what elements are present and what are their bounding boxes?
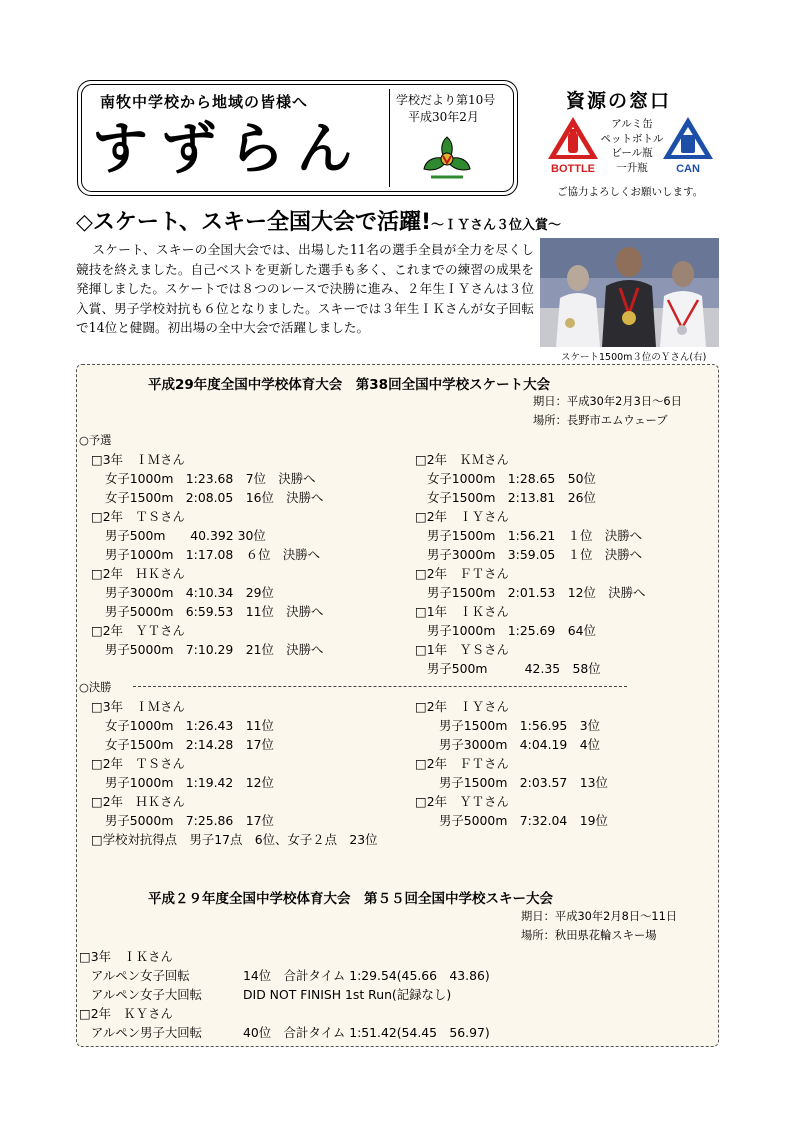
result-line: □2年 ＦＴさん: [415, 566, 509, 581]
result-line: 男子5000m 7:25.86 17位: [105, 813, 274, 828]
result-line: 男子5000m 7:10.29 21位 決勝へ: [105, 642, 324, 657]
skaters-photo: [540, 238, 719, 347]
result-line: DID NOT FINISH 1st Run(記録なし): [243, 987, 452, 1002]
can-label: CAN: [676, 163, 700, 175]
result-line: □2年 ＴＳさん: [91, 509, 185, 524]
result-line: 男子1500m 2:03.57 13位: [439, 775, 608, 790]
recycle-items: [600, 117, 664, 175]
final-divider: [133, 686, 627, 687]
recycle-item: 一升瓶: [616, 161, 648, 174]
masthead-divider: [389, 89, 390, 187]
result-line: □1年 ＹＳさん: [415, 642, 509, 657]
photo-caption: スケート1500m３位のＹさん(右): [561, 352, 707, 363]
result-line: 女子1500m 2:13.81 26位: [427, 490, 596, 505]
result-line: 14位 合計タイム 1:29.54(45.66 43.86): [243, 968, 490, 983]
bottle-label: BOTTLE: [551, 163, 595, 175]
masthead-subtitle: 南牧中学校から地域の皆様へ: [100, 93, 309, 111]
team-score: □学校対抗得点 男子17点 6位、女子２点 23位: [91, 832, 378, 847]
headline-sub: ～ＩＹさん３位入賞～: [430, 218, 561, 233]
ski-period: 期日：平成30年2月8日～11日: [521, 910, 678, 923]
masthead: [77, 80, 518, 196]
recycle-item: ビール瓶: [611, 147, 653, 159]
result-line: 女子1500m 2:14.28 17位: [105, 737, 274, 752]
result-line: □2年 ＹＴさん: [415, 794, 509, 809]
results-panel: [76, 364, 719, 1047]
result-line: □2年 ＹＴさん: [91, 623, 185, 638]
article-body: スケート、スキーの全国大会では、出場した11名の選手全員が全力を尽くし競技を終えました。自己ベストを更新した選手も多く、これまでの練習の成果を発揮しました。スケートでは８つのレースで決勝に進み、２年生ＩＹさんは３位入賞、男子学校対抗も６位となりました。スキーでは３年生ＩＫさんが女子回転で14位と健闘。初出場の全中大会で活躍しました。: [76, 242, 534, 335]
result-line: 男子3000m 4:10.34 29位: [105, 585, 274, 600]
result-line: 男子1000m 1:25.69 64位: [427, 623, 596, 638]
result-line: 40位 合計タイム 1:51.42(54.45 56.97): [243, 1025, 490, 1040]
issue-number: 学校だより第10号: [396, 93, 496, 107]
result-line: アルペン女子回転: [91, 968, 190, 983]
result-line: 女子1500m 2:08.05 16位 決勝へ: [105, 490, 324, 505]
school-emblem-icon: [421, 133, 473, 185]
can-recycle-icon: [659, 115, 717, 175]
result-line: 男子3000m 3:59.05 １位 決勝へ: [427, 547, 643, 562]
result-line: 男子1000m 1:19.42 12位: [105, 775, 274, 790]
result-line: □2年 ＩＹさん: [415, 699, 509, 714]
result-line: アルペン男子大回転: [91, 1025, 203, 1040]
final-label: ○決勝: [79, 681, 112, 694]
result-line: □2年 ＴＳさん: [91, 756, 185, 771]
skate-venue: 場所：長野市エムウェーブ: [533, 414, 668, 427]
result-line: 男子5000m 6:59.53 11位 決勝へ: [105, 604, 324, 619]
result-line: 女子1000m 1:28.65 50位: [427, 471, 596, 486]
result-line: 男子500m 42.35 58位: [427, 661, 601, 676]
result-line: アルペン女子大回転: [91, 987, 203, 1002]
prelim-label: ○予選: [79, 434, 112, 447]
recycle-title: 資源の窓口: [566, 90, 672, 112]
skate-period: 期日：平成30年2月3日～6日: [533, 395, 682, 408]
issue-date: 平成30年2月: [408, 110, 479, 124]
result-line: □3年 ＩＭさん: [91, 699, 185, 714]
result-line: 男子5000m 7:32.04 19位: [439, 813, 608, 828]
article-headline: [76, 205, 561, 236]
result-line: □2年 ＦＴさん: [415, 756, 509, 771]
result-line: □1年 ＩＫさん: [415, 604, 509, 619]
result-line: □2年 ＫＭさん: [415, 452, 509, 467]
skate-title: 平成29年度全国中学校体育大会 第38回全国中学校スケート大会: [148, 377, 551, 393]
result-line: □3年 ＩＫさん: [79, 949, 173, 964]
result-line: □3年 ＩＭさん: [91, 452, 185, 467]
result-line: □2年 ＩＹさん: [415, 509, 509, 524]
result-line: 男子1500m 1:56.21 １位 決勝へ: [427, 528, 643, 543]
recycle-thanks: ご協力よろしくお願いします。: [557, 186, 704, 198]
result-line: 男子1000m 1:17.08 ６位 決勝へ: [105, 547, 321, 562]
result-line: 男子1500m 1:56.95 3位: [439, 718, 600, 733]
result-line: 男子3000m 4:04.19 4位: [439, 737, 600, 752]
recycle-item: ペットボトル: [600, 132, 664, 145]
recycle-item: アルミ缶: [611, 118, 653, 130]
headline-main: ◇スケート、スキー全国大会で活躍!: [76, 210, 431, 235]
ski-title: 平成２９年度全国中学校体育大会 第５５回全国中学校スキー大会: [148, 891, 553, 907]
result-line: 男子500m 40.392 30位: [105, 528, 266, 543]
result-line: 女子1000m 1:26.43 11位: [105, 718, 274, 733]
newsletter-title: すずらん: [92, 116, 365, 182]
result-line: □2年 ＨＫさん: [91, 794, 185, 809]
result-line: 女子1000m 1:23.68 7位 決勝へ: [105, 471, 316, 486]
ski-venue: 場所：秋田県花輪スキー場: [521, 929, 657, 942]
result-line: □2年 ＫＹさん: [79, 1006, 173, 1021]
result-line: □2年 ＨＫさん: [91, 566, 185, 581]
result-line: 男子1500m 2:01.53 12位 決勝へ: [427, 585, 646, 600]
bottle-recycle-icon: [543, 115, 603, 175]
